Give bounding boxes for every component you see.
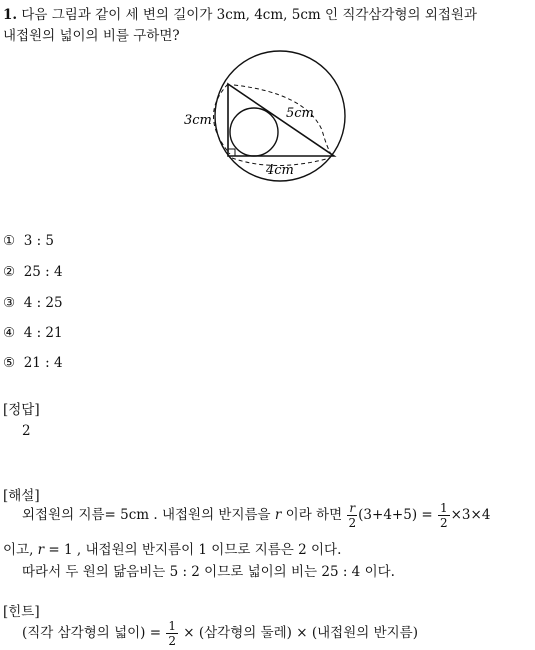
choice-text: 4 : 25 — [23, 295, 63, 311]
right-angle-marker — [228, 149, 235, 156]
triangle-circles-figure — [170, 48, 365, 193]
right-triangle — [228, 84, 334, 156]
solution-line-1: 외접원의 지름= 5cm . 내접원의 반지름을 r 이라 하면 $\frac{r}{2}$ (3+4+5) = $\frac{1}{2}$ ×3×4 — [22, 501, 491, 530]
choice-text: 25 : 4 — [23, 264, 63, 280]
solution-heading: [해설] — [3, 488, 40, 504]
choice-2[interactable] — [3, 264, 63, 280]
question-line-1 — [3, 3, 477, 23]
choice-text: 4 : 21 — [23, 325, 63, 341]
choice-marker: ① — [3, 233, 16, 249]
question-text-2: 내접원의 넓이의 비를 구하면? — [3, 28, 180, 44]
fraction-r-over-2: $\frac{r}{2}$ — [348, 501, 357, 530]
hint-formula: (직각 삼각형의 넓이) = $\frac{1}{2}$ × (삼각형의 둘레) × (내접원의 반지름) — [22, 619, 418, 648]
choice-3[interactable] — [3, 295, 63, 311]
fraction-one-half: $\frac{1}{2}$ — [439, 501, 448, 530]
choice-text: 21 : 4 — [23, 355, 63, 371]
label-3cm: 3cm — [184, 113, 212, 128]
choice-1[interactable] — [3, 233, 54, 249]
choice-marker: ④ — [3, 325, 16, 341]
label-5cm: 5cm — [286, 106, 314, 121]
choice-text: 3 : 5 — [23, 233, 55, 249]
answer-heading: [정답] — [3, 402, 40, 418]
answer-value: 2 — [22, 423, 31, 439]
choice-marker: ② — [3, 264, 16, 280]
incircle — [230, 108, 278, 156]
question-number: 1. — [3, 7, 18, 23]
question-text-1: 다음 그림과 같이 세 변의 길이가 3cm, 4cm, 5cm 인 직각삼각형의 외접원과 — [21, 7, 478, 23]
label-4cm: 4cm — [266, 163, 294, 178]
choice-4[interactable] — [3, 325, 63, 341]
choice-5[interactable] — [3, 355, 63, 371]
hint-heading: [힌트] — [3, 604, 40, 620]
choice-marker: ③ — [3, 295, 16, 311]
solution-line-2: 이고, r = 1 , 내접원의 반지름이 1 이므로 지름은 2 이다. — [3, 542, 342, 558]
circumcircle — [215, 51, 345, 181]
choice-marker: ⑤ — [3, 355, 16, 371]
hint-fraction-one-half: $\frac{1}{2}$ — [168, 619, 176, 648]
solution-line-3: 따라서 두 원의 닮음비는 5 : 2 이므로 넓이의 비는 25 : 4 이다. — [22, 564, 395, 580]
